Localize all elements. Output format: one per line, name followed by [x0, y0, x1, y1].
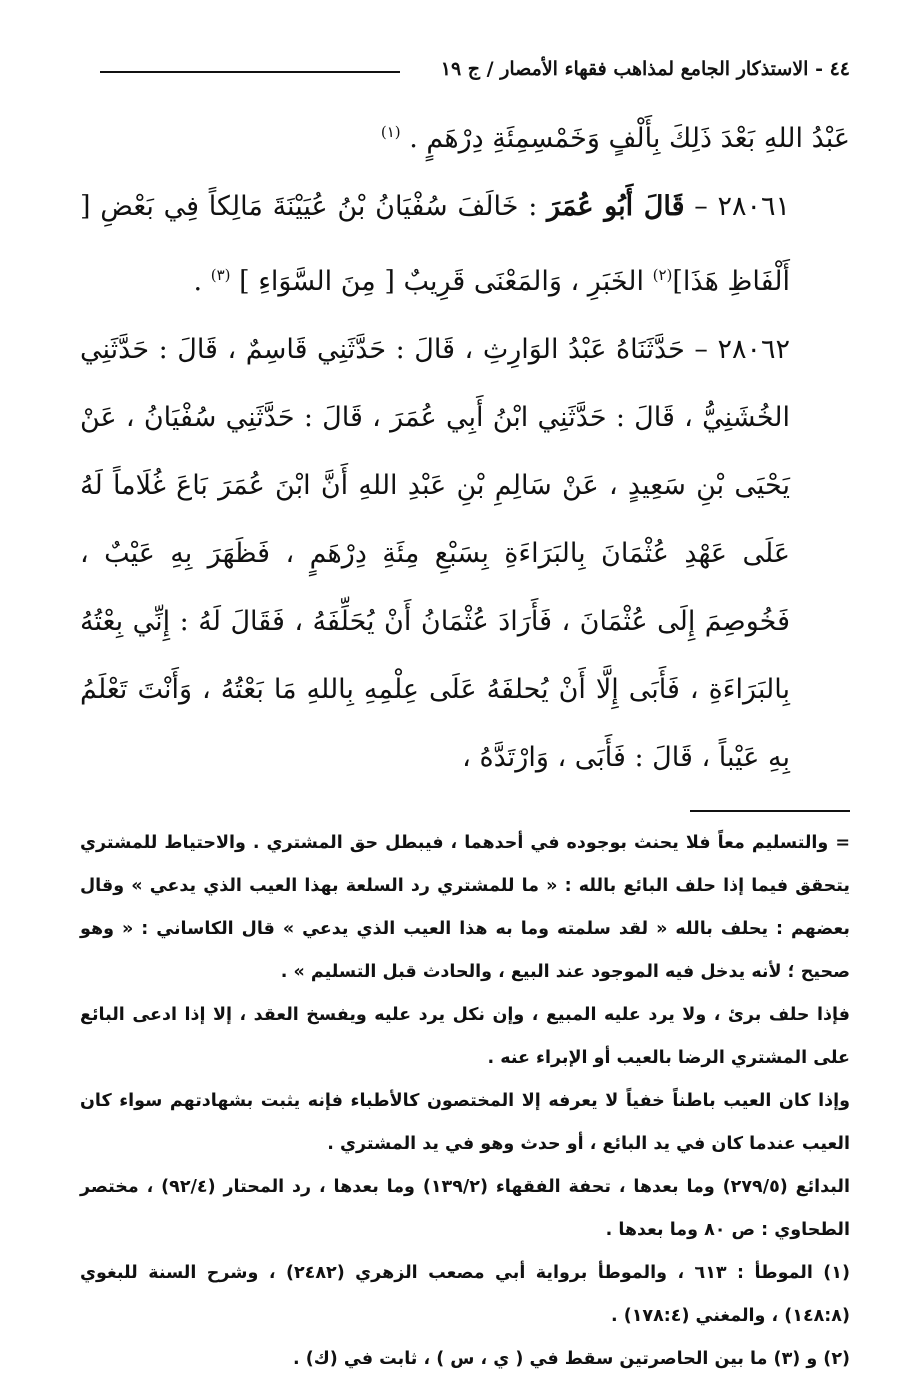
footnote-paragraph: فإذا حلف برئ ، ولا يرد عليه المبيع ، وإن نكل يرد عليه ويفسخ العقد ، إلا إذا ادعى البائع على المشتري الرضا بالعيب أو الإبراء عنه .: [80, 1005, 850, 1068]
footnote-ref-1: (١): [380, 123, 401, 141]
footnote-sources: البدائع (٢٧٩/٥) وما بعدها ، تحفة الفقهاء (١٣٩/٢) وما بعدها ، رد المحتار (٩٢/٤) ، مختصر الطحاوي : ص ٨٠ وما بعدها .: [80, 1177, 851, 1240]
speaker: قَالَ أَبُو عُمَرَ: [547, 191, 685, 222]
paragraph-text: حَدَّثَنَاهُ عَبْدُ الوَارِثِ ، قَالَ : حَدَّثَنِي قَاسِمٌ ، قَالَ : حَدَّثَنِي الخُشَنِيُّ ، قَالَ : حَدَّثَنِي ابْنُ أَبِي عُمَرَ ، قَالَ : حَدَّثَنِي سُفْيَانُ ، عَنْ يَحْيَى بْنِ سَعِيدٍ ، عَنْ سَالِمِ بْنِ عَبْدِ اللهِ أَنَّ ابْنَ عُمَرَ بَاعَ غُلَاماً لَهُ عَلَى عَهْدِ عُثْمَانَ بِالبَرَاءَةِ بِسَبْعِ مِئَةِ دِرْهَمٍ ، فَظَهَرَ بِهِ عَيْبٌ ، فَخُوصِمَ إِلَى عُثْمَانَ ، فَأَرَادَ عُثْمَانُ أَنْ يُحَلِّفَهُ ، فَقَالَ لَهُ : إِنِّي بِعْتُهُ بِالبَرَاءَةِ ، فَأَبَى إِلَّا أَنْ يُحلفَهُ عَلَى عِلْمِهِ بِاللهِ مَا بَعْتُهُ ، وَأَنْتَ تَعْلَمُ بِهِ عَيْباً ، قَالَ : فَأَبَى ، وَارْتَدَّهُ ،: [80, 334, 790, 773]
footnote-2-3: (٢) و (٣) ما بين الحاصرتين سقط في ( ي ، س ) ، ثابت في (ك) .: [293, 1349, 850, 1369]
paragraph-number: ٢٨٠٦٢ –: [694, 334, 790, 365]
header-divider: [100, 71, 400, 73]
footnote-ref-2: (٢): [652, 266, 673, 284]
book-page: [80, 40, 850, 1381]
footnotes: [80, 822, 850, 1381]
footnote-paragraph: وإذا كان العيب باطناً خفياً لا يعرفه إلا المختصون كالأطباء فإنه يثبت بشهادتهم سواء كان العيب عندما كان في يد البائع ، أو حدث وهو في يد المشتري .: [80, 1091, 850, 1154]
paragraph-text: : خَالَفَ سُفْيَانُ بْنُ عُيَيْنَةَ مَالِكاً فِي بَعْضِ [ أَلْفَاظِ هَذَا]: [80, 191, 790, 297]
paragraph-28062: [80, 316, 850, 792]
footnote-1: (١) الموطأ : ٦١٣ ، والموطأ برواية أبي مصعب الزهري (٢٤٨٢) ، وشرح السنة للبغوي (١٤٨:٨) ، والمغني (١٧٨:٤) .: [80, 1263, 850, 1326]
paragraph-text-2: الخَبَرِ ، وَالمَعْنَى قَرِيبٌ [ مِنَ السَّوَاءِ ]: [239, 266, 644, 297]
footnote-ref-3: (٣): [210, 266, 231, 284]
footnote-continuation: = والتسليم معاً فلا يحنث بوجوده في أحدهما ، فيبطل حق المشتري . والاحتياط للمشتري يتحقق فيما إذا حلف البائع بالله : « ما للمشتري رد السلعة بهذا العيب الذي يدعي » وقال بعضهم : يحلف بالله « لقد سلمته وما به هذا العيب الذي يدعي » قال الكاساني : « وهو صحيح ؛ لأنه يدخل فيه الموجود عند البيع ، والحادث قبل التسليم » .: [80, 833, 850, 982]
paragraph-28061: [80, 173, 850, 316]
continuation-text: عَبْدُ اللهِ بَعْدَ ذَلِكَ بِأَلْفٍ وَخَمْسِمِئَةِ دِرْهَمٍ .: [409, 123, 850, 154]
running-header: ٤٤ - الاستذكار الجامع لمذاهب فقهاء الأمصار / ج ١٩: [440, 58, 850, 80]
paragraph-number: ٢٨٠٦١ –: [694, 191, 791, 222]
page-header: [80, 40, 850, 98]
continuation-line: [80, 98, 850, 173]
main-text: [80, 98, 850, 792]
paragraph-end: .: [193, 266, 203, 297]
footnote-divider: [690, 810, 850, 812]
